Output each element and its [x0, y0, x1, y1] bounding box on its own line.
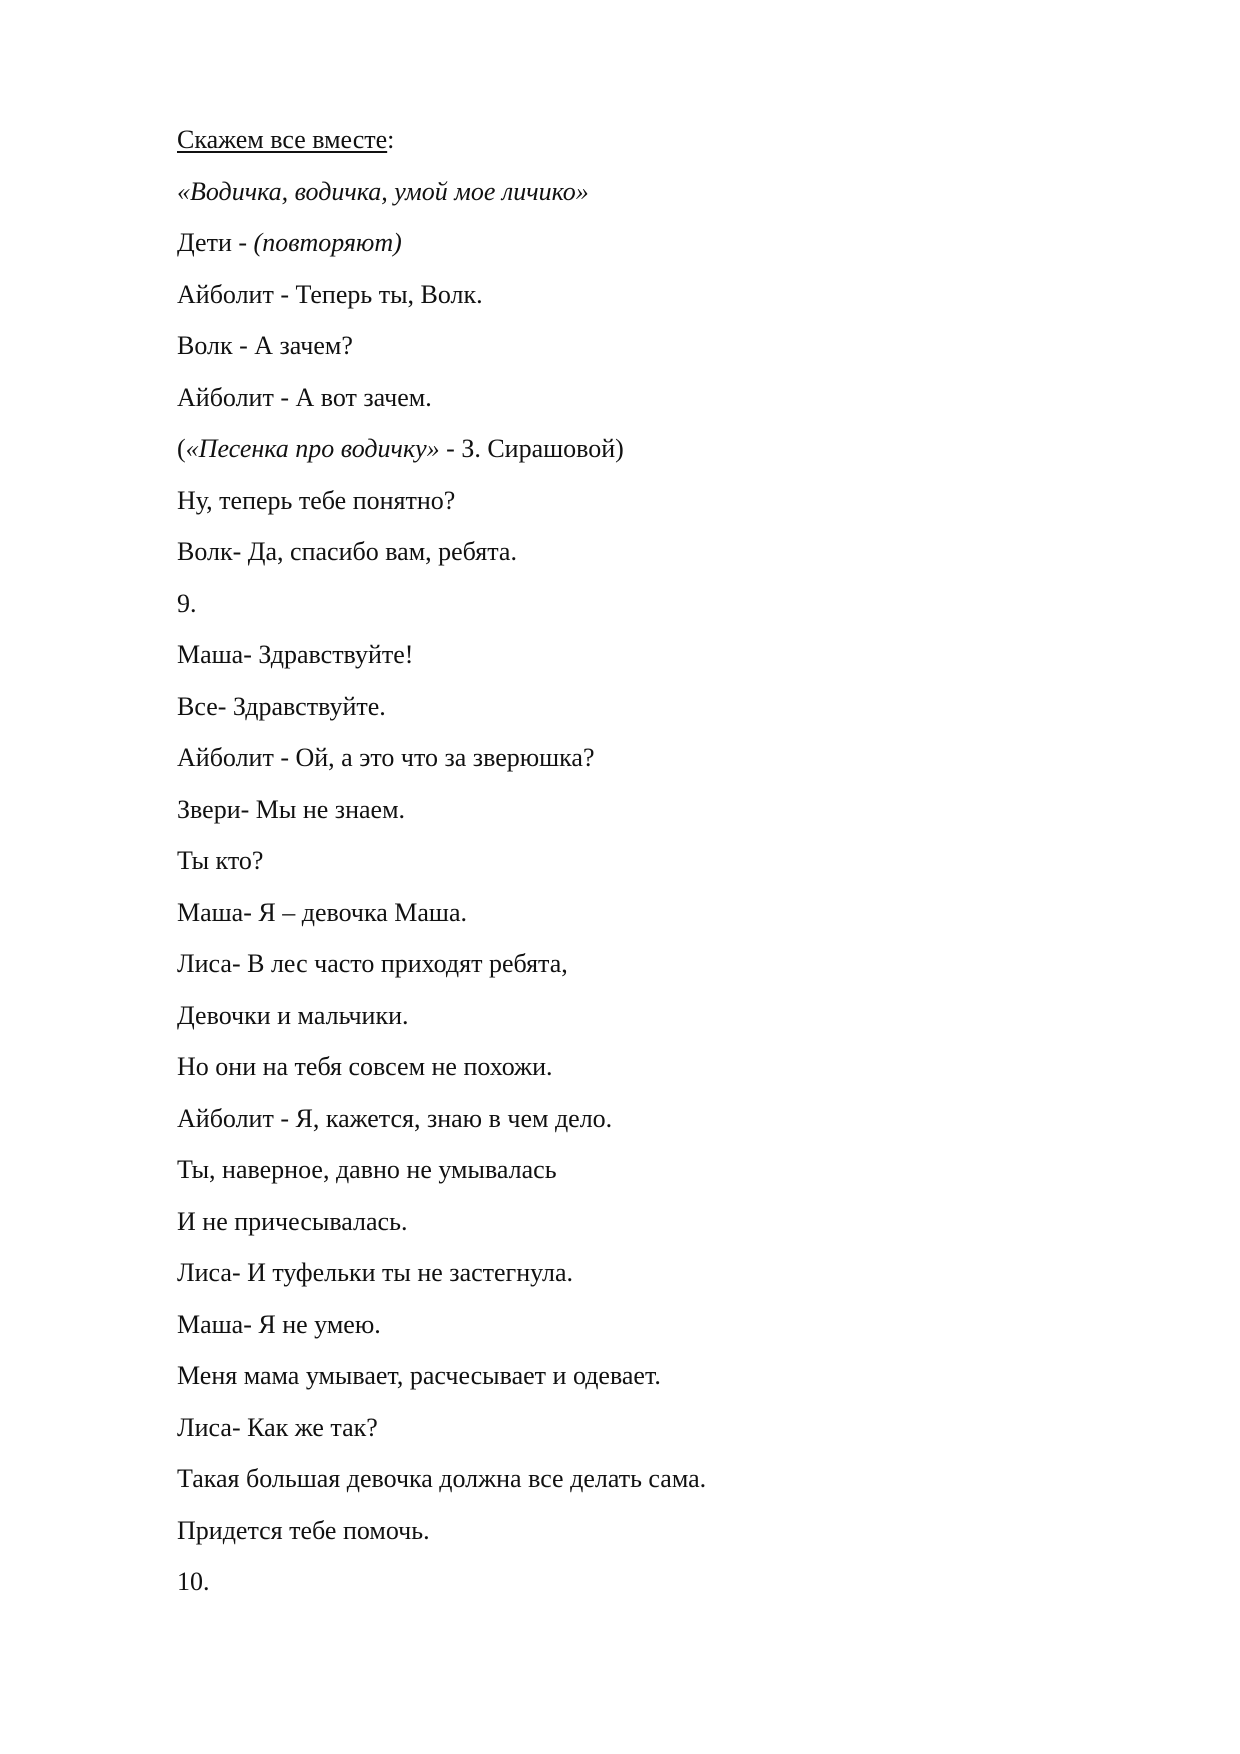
line-24: Меня мама умывает, расчесывает и одевает. [177, 1361, 661, 1390]
line-4: Волк - А зачем? [177, 331, 353, 360]
script-text [177, 114, 1137, 1608]
song-open-paren: ( [177, 434, 186, 463]
line-18: Но они на тебя совсем не похожи. [177, 1052, 553, 1081]
line-21: И не причесывалась. [177, 1206, 408, 1236]
line-5: Айболит - А вот зачем. [177, 382, 432, 412]
line-19: Айболит - Я, кажется, знаю в чем дело. [177, 1103, 613, 1133]
instruction-colon: : [387, 125, 395, 154]
line-11: Все- Здравствуйте. [177, 691, 386, 721]
line-children-repeat [177, 217, 1137, 269]
speaker-children: Дети - [177, 228, 254, 257]
line-instruction [177, 114, 1137, 166]
line-17: Девочки и мальчики. [177, 1000, 409, 1030]
song-author: - З. Сирашовой) [439, 434, 624, 463]
line-20: Ты, наверное, давно не умывалась [177, 1155, 557, 1184]
line-13: Звери- Мы не знаем. [177, 794, 406, 824]
line-10: Маша- Здравствуйте! [177, 640, 414, 669]
instruction-heading: Скажем все вместе [177, 125, 388, 154]
line-chant: «Водичка, водичка, умой мое личико» [177, 176, 589, 206]
line-23: Маша- Я не умею. [177, 1309, 381, 1339]
stage-direction: (повторяют) [253, 228, 402, 257]
line-22: Лиса- И туфельки ты не застегнула. [177, 1258, 574, 1287]
song-title: «Песенка про водичку» [185, 434, 440, 463]
line-12: Айболит - Ой, а это что за зверюшка? [177, 743, 595, 772]
line-25: Лиса- Как же так? [177, 1412, 378, 1442]
scene-number-10: 10. [177, 1567, 210, 1596]
line-7: Ну, теперь тебе понятно? [177, 485, 456, 515]
line-26: Такая большая девочка должна все делать сама. [177, 1464, 707, 1493]
line-16: Лиса- В лес часто приходят ребята, [177, 949, 568, 978]
line-27: Придется тебе помочь. [177, 1515, 430, 1545]
line-8: Волк- Да, спасибо вам, ребята. [177, 537, 517, 566]
line-15: Маша- Я – девочка Маша. [177, 897, 467, 927]
line-3: Айболит - Теперь ты, Волк. [177, 279, 483, 309]
scene-number-9: 9. [177, 588, 197, 618]
line-song [177, 423, 1137, 475]
line-14: Ты кто? [177, 846, 264, 875]
